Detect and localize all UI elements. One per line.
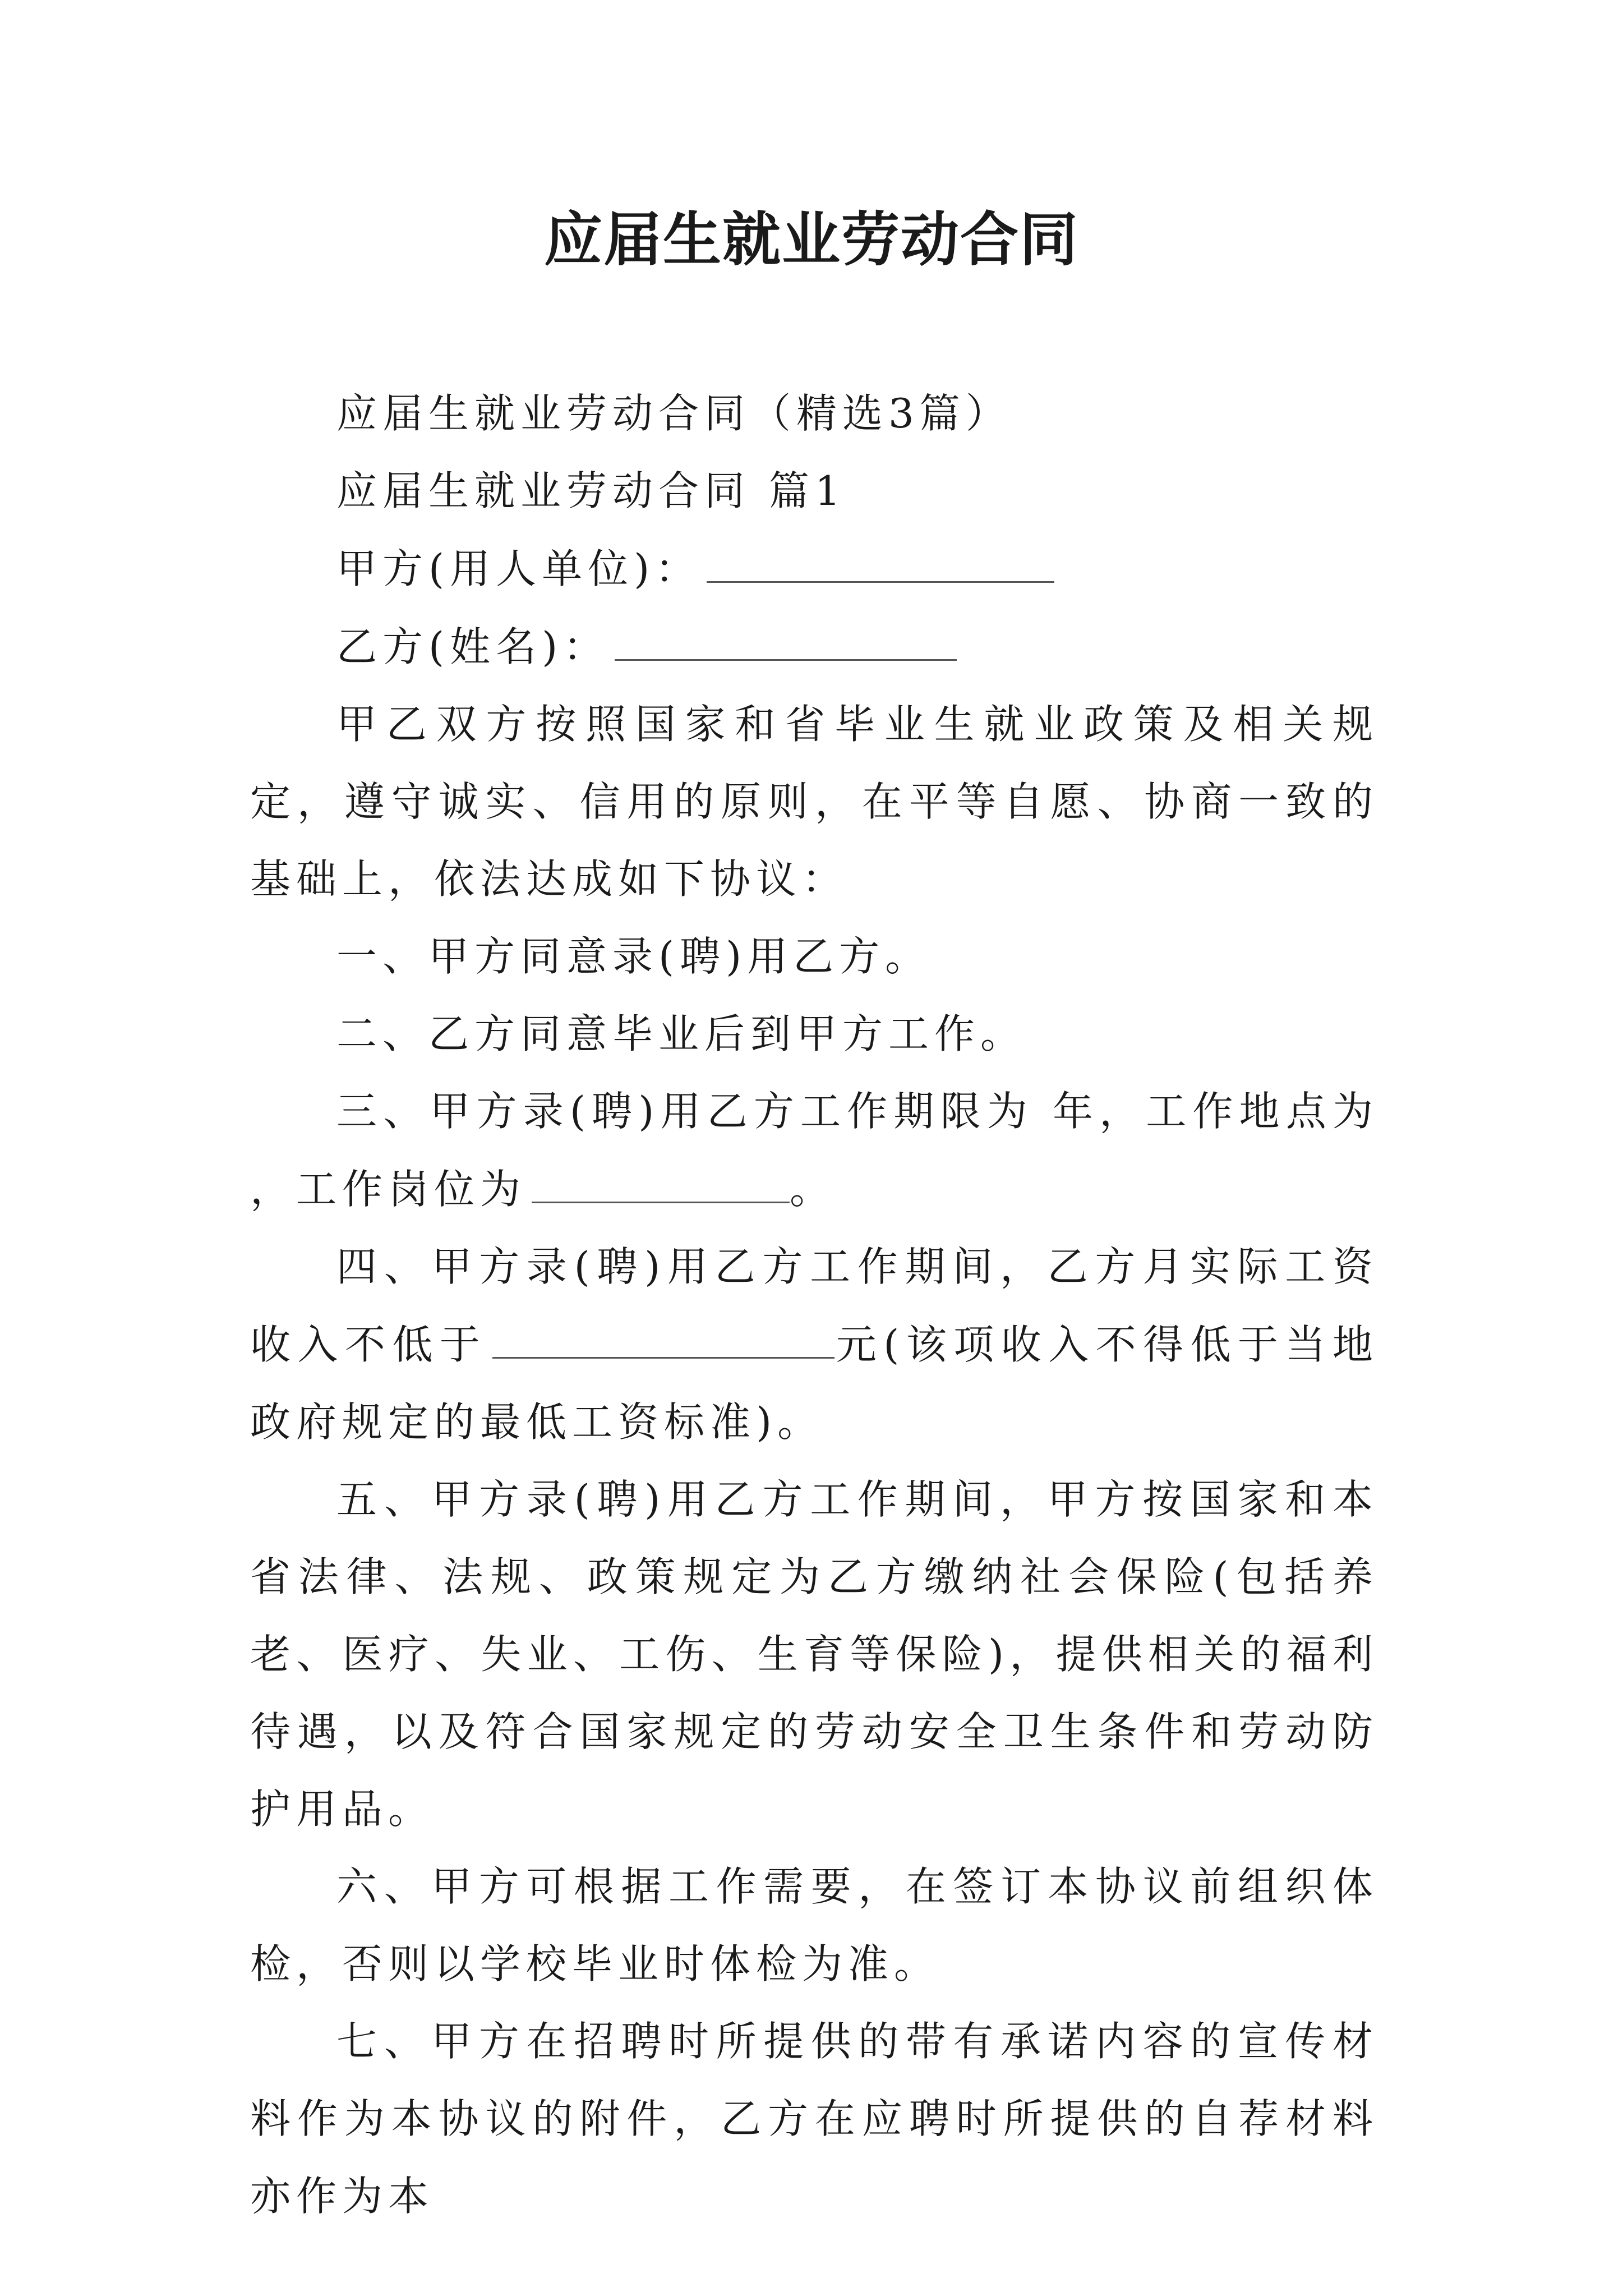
party-a-blank xyxy=(707,530,1054,583)
clause-4-text: 四、甲方录(聘)用乙方工作期间，乙方月实际工资收入不低于 xyxy=(250,1243,1378,1368)
document-body xyxy=(250,375,1378,2235)
clause-1: 一、甲方同意录(聘)用乙方。 xyxy=(336,933,932,980)
party-a-line xyxy=(250,530,1378,608)
party-a-label: 甲方(用人单位)： xyxy=(336,545,702,592)
clause-7: 七、甲方在招聘时所提供的带有承诺内容的宣传材料作为本协议的附件，乙方在应聘时所提供的自荐材料亦作为本 xyxy=(250,2018,1378,2220)
salary-blank xyxy=(492,1305,834,1359)
clause-3 xyxy=(250,1073,1378,1228)
clause-3-text: 三、甲方录(聘)用乙方工作期限为 年，工作地点为 ，工作岗位为 xyxy=(250,1088,1378,1213)
document-title: 应届生就业劳动合同 xyxy=(543,205,1079,274)
clause-5: 五、甲方录(聘)用乙方工作期间，甲方按国家和本省法律、法规、政策规定为乙方缴纳社会保险(包括养老、医疗、失业、工伤、生育等保险)，提供相关的福利待遇，以及符合国家规定的劳动安全卫生条件和劳动防护用品。 xyxy=(250,1476,1378,1833)
party-b-label: 乙方(姓名)： xyxy=(336,623,610,670)
party-b-blank xyxy=(615,608,957,661)
clause-3-end: 。 xyxy=(790,1166,836,1213)
party-b-line xyxy=(250,608,1378,685)
section-heading: 应届生就业劳动合同 篇1 xyxy=(336,467,846,514)
job-position-blank xyxy=(532,1150,790,1203)
clause-4-end: 元(该项收入不得低于当地政府规定的最低工资标准)。 xyxy=(250,1321,1378,1446)
subtitle: 应届生就业劳动合同（精选3篇） xyxy=(336,390,1012,437)
intro-paragraph: 甲乙双方按照国家和省毕业生就业政策及相关规定，遵守诚实、信用的原则，在平等自愿、协商一致的基础上，依法达成如下协议： xyxy=(250,701,1378,903)
clause-2: 二、乙方同意毕业后到甲方工作。 xyxy=(336,1010,1027,1057)
clause-6: 六、甲方可根据工作需要，在签订本协议前组织体检，否则以学校毕业时体检为准。 xyxy=(250,1863,1378,1987)
clause-4 xyxy=(250,1228,1378,1461)
